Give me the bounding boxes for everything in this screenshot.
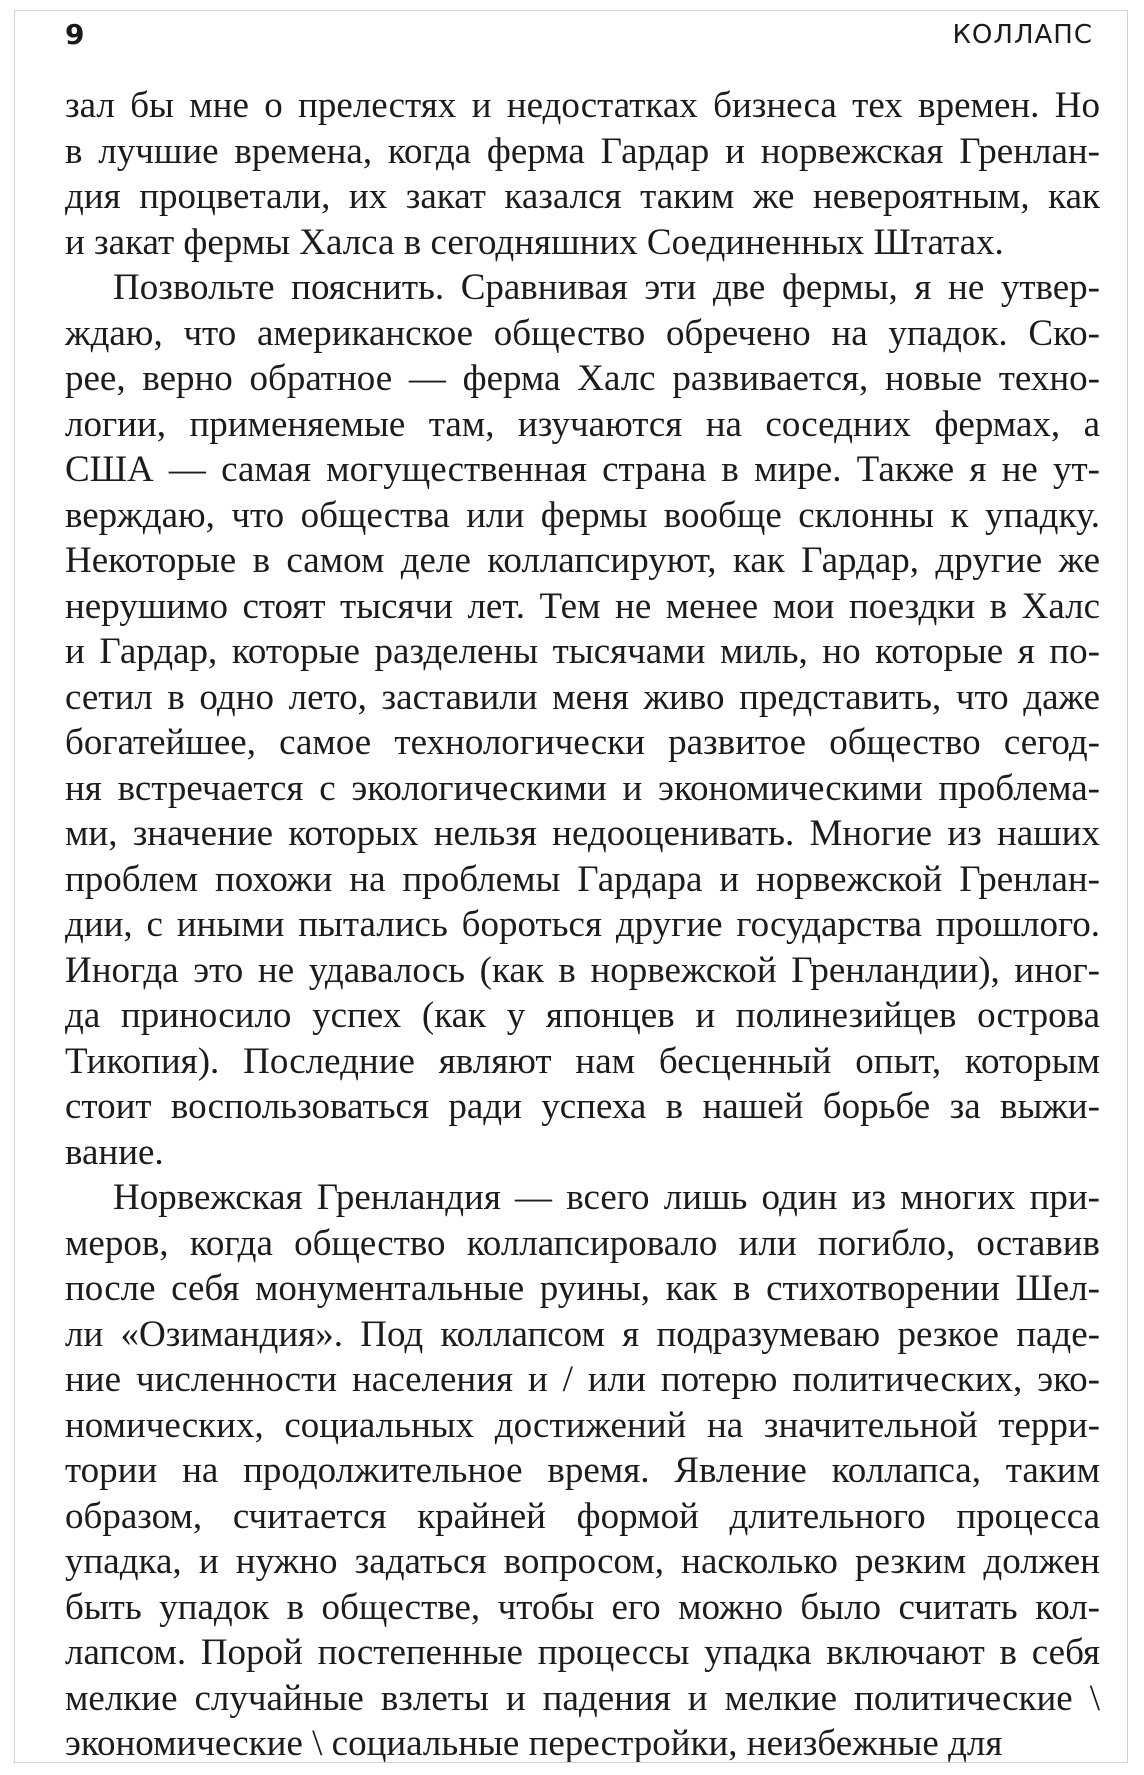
text-line: верждаю, что общества или фермы вообще склонны к упадку.: [65, 494, 1100, 536]
text-line: номических, социальных достижений на значительной терри-: [65, 1404, 1100, 1446]
text-line: Иногда это не удавалось (как в норвежской Гренландии), иног-: [65, 949, 1100, 991]
text-line: стоит воспользоваться ради успеха в нашей борьбе за выжи-: [65, 1086, 1100, 1127]
text-line: лапсом. Порой постепенные процессы упадка включают в себя: [65, 1632, 1100, 1673]
text-line: рее, верно обратное — ферма Халс развивается, новые техно-: [65, 358, 1100, 399]
text-line: зал бы мне о прелестях и недостатках бизнеса тех времен. Но: [65, 85, 1100, 126]
text-line: Тикопия). Последние являют нам бесценный опыт, которым: [65, 1040, 1100, 1082]
text-line: дия процветали, их закат казался таким же невероятным, как: [65, 176, 1100, 217]
text-line: ждаю, что американское общество обречено на упадок. Ско-: [65, 312, 1100, 354]
paragraph: [65, 265, 1100, 1175]
text-line: дии, с иными пытались бороться другие государства прошлого.: [65, 904, 1100, 945]
text-line: Норвежская Гренландия — всего лишь один из многих при-: [113, 1177, 1100, 1218]
text-line: ли «Озимандия». Под коллапсом я подразумеваю резкое паде-: [65, 1313, 1100, 1355]
text-line: Некоторые в самом деле коллапсируют, как Гардар, другие же: [65, 540, 1100, 581]
text-line: вание.: [65, 1131, 164, 1173]
text-line: сетил в одно лето, заставили меня живо представить, что даже: [65, 676, 1100, 718]
text-line: ние численности населения и / или потерю политических, эко-: [65, 1359, 1100, 1400]
text-line: упадка, и нужно задаться вопросом, насколько резким должен: [65, 1541, 1100, 1582]
text-line: проблем похожи на проблемы Гардара и норвежской Гренлан-: [65, 858, 1100, 900]
text-line: после себя монументальные руины, как в стихотворении Шел-: [65, 1268, 1100, 1309]
body-text: [65, 83, 1100, 1763]
text-line: да приносило успех (как у японцев и полинезийцев острова: [65, 995, 1100, 1036]
text-line: образом, считается крайней формой длительного процесса: [65, 1495, 1100, 1537]
text-line: меров, когда общество коллапсировало или погибло, оставив: [65, 1222, 1100, 1264]
text-line: в лучшие времена, когда ферма Гардар и норвежская Гренлан-: [65, 130, 1100, 172]
paragraph: [65, 83, 1100, 265]
text-line: нерушимо стоят тысячи лет. Тем не менее мои поездки в Халс: [65, 585, 1100, 627]
text-line: мелкие случайные взлеты и падения и мелкие политические \: [65, 1677, 1100, 1719]
text-line: США — самая могущественная страна в мире. Также я не ут-: [65, 449, 1100, 490]
text-line: быть упадок в обществе, чтобы его можно было считать кол-: [65, 1586, 1100, 1628]
text-line: логии, применяемые там, изучаются на соседних фермах, а: [65, 403, 1100, 445]
text-line: и закат фермы Халса в сегодняшних Соединенных Штатах.: [65, 221, 1004, 263]
book-page: [14, 10, 1128, 1763]
text-line: экономические \ социальные перестройки, неизбежные для: [65, 1723, 1003, 1763]
text-line: ми, значение которых нельзя недооценивать. Многие из наших: [65, 813, 1100, 854]
text-line: Позвольте пояснить. Сравнивая эти две фермы, я не утвер-: [113, 267, 1100, 308]
text-line: и Гардар, которые разделены тысячами миль, но которые я по-: [65, 631, 1100, 672]
page-header: [65, 15, 1093, 55]
running-head: КОЛЛАПС: [952, 20, 1093, 50]
text-line: богатейшее, самое технологически развитое общество сегод-: [65, 722, 1100, 763]
page-number: 9: [65, 18, 85, 51]
text-line: ня встречается с экологическими и экономическими проблема-: [65, 767, 1100, 809]
paragraph: [65, 1175, 1100, 1763]
text-line: тории на продолжительное время. Явление коллапса, таким: [65, 1450, 1100, 1491]
